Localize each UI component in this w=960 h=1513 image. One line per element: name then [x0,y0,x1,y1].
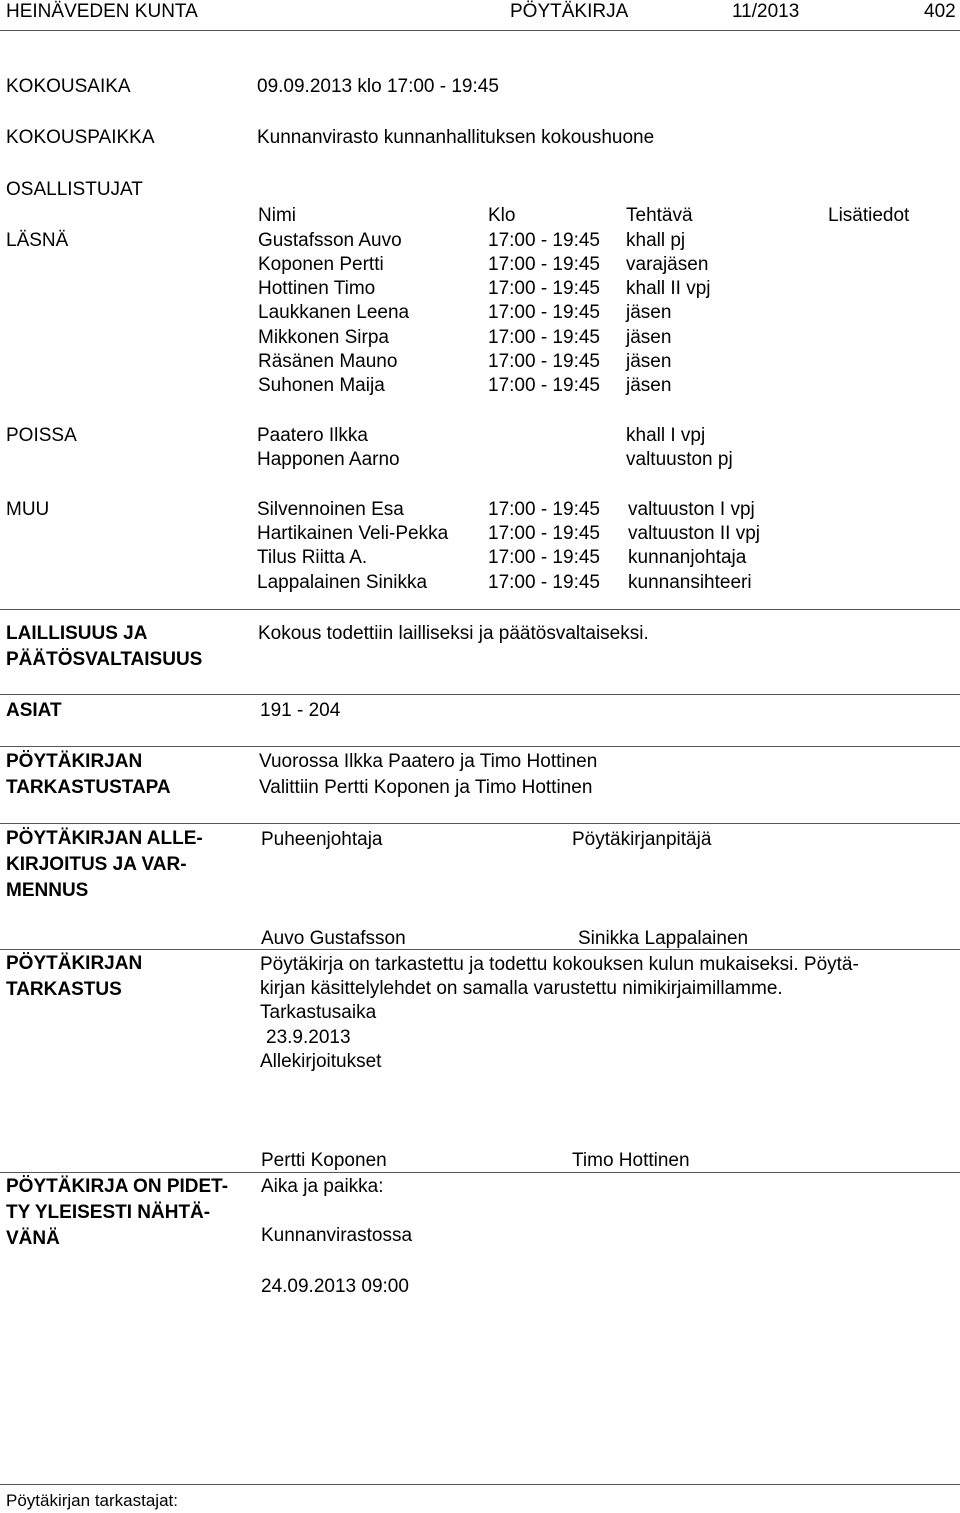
items-label: ASIAT [6,700,62,721]
participant-name: Koponen Pertti [258,254,384,275]
participants-label: OSALLISTUJAT [6,179,143,200]
header-org: HEINÄVEDEN KUNTA [6,1,198,22]
legality-label-line1: LAILLISUUS JA [6,623,148,644]
participant-role: varajäsen [626,254,709,275]
participant-name: Räsänen Mauno [258,351,398,372]
header-page-number: 402 [924,1,956,22]
participant-time: 17:00 - 19:45 [488,302,600,323]
participant-role: jäsen [626,351,672,372]
participant-role: khall II vpj [626,278,711,299]
secretary-title: Pöytäkirjanpitäjä [572,829,712,850]
other-role: kunnansihteeri [628,572,752,593]
other-time: 17:00 - 19:45 [488,572,600,593]
review-method-line1: Vuorossa Ilkka Paatero ja Timo Hottinen [259,751,598,772]
other-label: MUU [6,499,50,520]
secretary-name: Sinikka Lappalainen [578,928,749,949]
participant-name: Laukkanen Leena [258,302,410,323]
other-name: Hartikainen Veli-Pekka [257,523,449,544]
meeting-place-value: Kunnanvirasto kunnanhallituksen kokoushuone [257,127,655,148]
divider [0,823,960,824]
review-label-line1: PÖYTÄKIRJAN [6,953,143,974]
meeting-place-label: KOKOUSPAIKKA [6,127,155,148]
chair-name: Auvo Gustafsson [261,928,406,949]
review-method-label-line2: TARKASTUSTAPA [6,777,171,798]
review-method-line2: Valittiin Pertti Koponen ja Timo Hottinen [259,777,593,798]
public-display-label-line2: TY YLEISESTI NÄHTÄ- [6,1202,211,1223]
participant-name: Hottinen Timo [258,278,376,299]
review-time-label: Tarkastusaika [260,1002,377,1023]
public-display-label-line3: VÄNÄ [6,1228,60,1249]
meeting-time-value: 09.09.2013 klo 17:00 - 19:45 [257,76,499,97]
review-text-line1: Pöytäkirja on tarkastettu ja todettu kokouksen kulun mukaiseksi. Pöytä- [260,954,859,975]
absent-role: valtuuston pj [626,449,733,470]
participant-name: Mikkonen Sirpa [258,327,389,348]
other-time: 17:00 - 19:45 [488,547,600,568]
header-doc-type: PÖYTÄKIRJA [510,1,629,22]
column-header-name: Nimi [258,205,296,226]
column-header-notes: Lisätiedot [828,205,910,226]
signing-label-line2: KIRJOITUS JA VAR- [6,854,187,875]
other-name: Lappalainen Sinikka [257,572,428,593]
footer-divider [0,1484,960,1485]
footer-reviewers-label: Pöytäkirjan tarkastajat: [6,1491,178,1510]
participant-role: jäsen [626,327,672,348]
other-time: 17:00 - 19:45 [488,499,600,520]
header-number: 11/2013 [732,1,800,22]
participant-time: 17:00 - 19:45 [488,327,600,348]
chair-title: Puheenjohtaja [261,829,383,850]
review-signatures-label: Allekirjoitukset [260,1051,382,1072]
divider [0,609,960,610]
absent-name: Happonen Aarno [257,449,400,470]
divider [0,949,960,950]
divider [0,1172,960,1173]
public-display-label-line1: PÖYTÄKIRJA ON PIDET- [6,1176,229,1197]
public-display-datetime: 24.09.2013 09:00 [261,1276,409,1297]
column-header-time: Klo [488,205,516,226]
participant-name: Suhonen Maija [258,375,385,396]
participant-role: khall pj [626,230,686,251]
column-header-role: Tehtävä [626,205,693,226]
participant-time: 17:00 - 19:45 [488,254,600,275]
absent-label: POISSA [6,425,77,446]
legality-text: Kokous todettiin lailliseksi ja päätösvaltaiseksi. [258,623,649,644]
other-role: valtuuston II vpj [628,523,761,544]
participant-role: jäsen [626,302,672,323]
divider [0,746,960,747]
participant-time: 17:00 - 19:45 [488,351,600,372]
legality-label-line2: PÄÄTÖSVALTAISUUS [6,649,203,670]
other-time: 17:00 - 19:45 [488,523,600,544]
participant-role: jäsen [626,375,672,396]
absent-name: Paatero Ilkka [257,425,368,446]
participant-time: 17:00 - 19:45 [488,375,600,396]
review-label-line2: TARKASTUS [6,979,122,1000]
review-method-label-line1: PÖYTÄKIRJAN [6,751,143,772]
present-label: LÄSNÄ [6,230,69,251]
items-value: 191 - 204 [260,700,341,721]
absent-role: khall I vpj [626,425,706,446]
participant-time: 17:00 - 19:45 [488,230,600,251]
public-display-place-label: Aika ja paikka: [261,1176,384,1197]
divider [0,694,960,695]
reviewer-1-name: Pertti Koponen [261,1150,387,1171]
header-divider [0,30,960,31]
other-name: Silvennoinen Esa [257,499,404,520]
review-text-line2: kirjan käsittelylehdet on samalla varustettu nimikirjaimillamme. [260,978,783,999]
other-role: valtuuston I vpj [628,499,755,520]
signing-label-line1: PÖYTÄKIRJAN ALLE- [6,828,203,849]
reviewer-2-name: Timo Hottinen [572,1150,690,1171]
other-name: Tilus Riitta A. [257,547,368,568]
participant-name: Gustafsson Auvo [258,230,402,251]
other-role: kunnanjohtaja [628,547,747,568]
review-time-value: 23.9.2013 [266,1027,351,1048]
meeting-time-label: KOKOUSAIKA [6,76,131,97]
public-display-place-value: Kunnanvirastossa [261,1225,413,1246]
participant-time: 17:00 - 19:45 [488,278,600,299]
signing-label-line3: MENNUS [6,880,89,901]
